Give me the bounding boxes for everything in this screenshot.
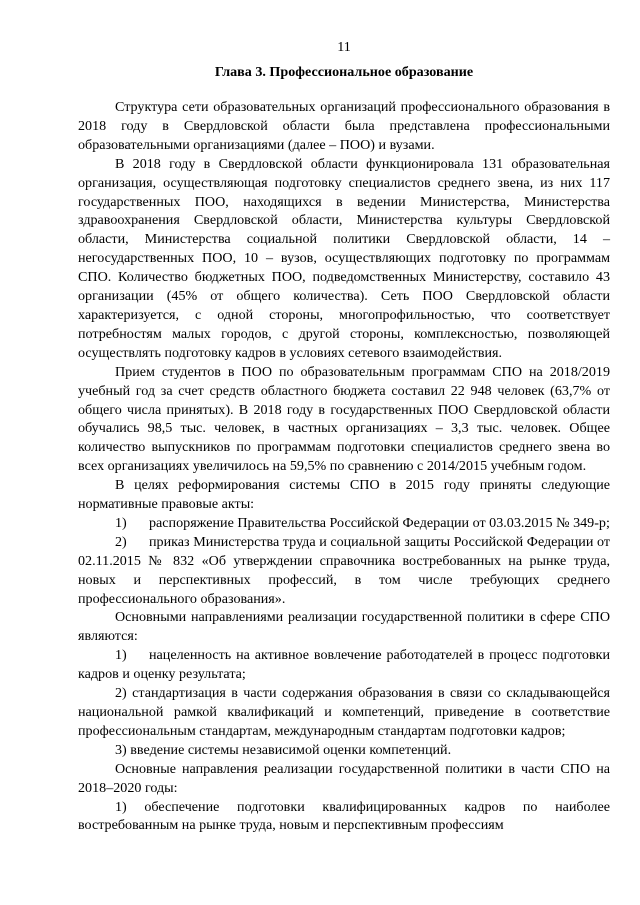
list-item-text: обеспечение подготовки квалифицированных кадров по наиболее востребованным на рынке труда, новым и перспективным профессиям (78, 798, 610, 834)
list-item (78, 646, 610, 684)
list-item-number: 1) (115, 798, 127, 815)
list-item (78, 514, 610, 533)
list-item-number: 3) (115, 741, 127, 758)
list-item-text: стандартизация в части содержания образования в связи со складывающейся национальной рамкой квалификаций и компетенций, приведение в соответствие профессиональным стандартам, международным стандартам подготовки кадров; (78, 685, 610, 739)
paragraph-directions-intro: Основные направления реализации государственной политики в части СПО на 2018–2020 годы: (78, 760, 610, 796)
paragraph-policy-intro: Основными направлениями реализации государственной политики в сфере СПО являются: (78, 609, 610, 645)
paragraph-structure: Структура сети образовательных организаций профессионального образования в 2018 году в Свердловской области была представлена профессиональными образовательными организациями (далее – ПОО) и вузами. (78, 99, 610, 153)
list-item-text: приказ Министерства труда и социальной защиты Российской Федерации от 02.11.2015 № 832 «Об утверждении справочника востребованных на рынке труда, новых и перспективных профессий, в том числе требующих среднего профессионального образования». (78, 533, 610, 607)
list-item-number: 1) (115, 647, 127, 664)
paragraph-admission: Прием студентов в ПОО по образовательным программам СПО на 2018/2019 учебный год за счет средств областного бюджета составил 22 948 человек (63,7% от общего числа принятых). В 2018 году в государственных ПОО Свердловской области обучались 98,5 тыс. человек, в частных организациях – 3,3 тыс. человек. Общее количество выпускников по программам подготовки специалистов среднего звена во всех организациях увеличилось на 59,5% по сравнению с 2014/2015 учебным годом. (78, 363, 610, 475)
list-item (78, 741, 610, 760)
list-item (78, 798, 610, 836)
list-item-text: нацеленность на активное вовлечение работодателей в процесс подготовки кадров и оценку результата; (78, 647, 610, 683)
list-item-text: распоряжение Правительства Российской Федерации от 03.03.2015 № 349-р; (149, 514, 610, 531)
list-item-number: 2) (115, 533, 127, 550)
page-number: 11 (337, 39, 351, 55)
list-item-number: 2) (115, 685, 127, 702)
paragraph-organizations: В 2018 году в Свердловской области функционировала 131 образовательная организация, осуществляющая подготовку специалистов среднего звена, из них 117 государственных ПОО, находящихся в ведении Министерства, Министерства здравоохранения Свердловской области, Министерства культуры Свердловской области, Министерства социальной политики Свердловской области, 14 – негосударственных ПОО, 10 – вузов, осуществляющих подготовку по программам СПО. Количество бюджетных ПОО, подведомственных Министерству, составило 43 организации (45% от общего количества). Сеть ПОО Свердловской области характеризуется, с одной стороны, многопрофильностью, что соответствует потребностям малых городов, с другой стороны, комплексностью, позволяющей осуществлять подготовку кадров в условиях сетевого взаимодействия. (78, 155, 610, 361)
paragraph-reform-acts: В целях реформирования системы СПО в 2015 году приняты следующие нормативные правовые акты: (78, 477, 610, 513)
list-item (78, 684, 610, 741)
list-item (78, 533, 610, 609)
chapter-title: Глава 3. Профессиональное образование (214, 64, 474, 80)
list-item-number: 1) (115, 514, 127, 531)
document-page (78, 38, 610, 835)
list-item-text: введение системы независимой оценки компетенций. (130, 741, 452, 758)
